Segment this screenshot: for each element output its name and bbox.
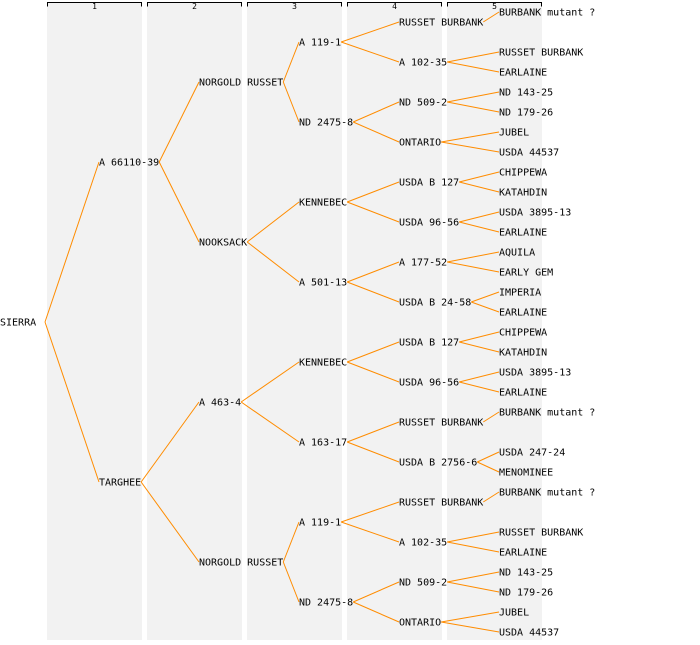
pedigree-node-gen4: A 177-52 <box>399 257 448 269</box>
generation-header-label: 3 <box>292 2 297 11</box>
pedigree-node-gen5: USDA 44537 <box>499 627 560 639</box>
pedigree-node-gen4: USDA 96-56 <box>399 377 460 389</box>
pedigree-node-gen4: USDA B 127 <box>399 337 460 349</box>
pedigree-node-gen5: CHIPPEWA <box>499 327 548 339</box>
pedigree-node-gen4: ONTARIO <box>399 617 442 629</box>
pedigree-node-gen5: ND 143-25 <box>499 87 554 99</box>
pedigree-node-gen5: IMPERIA <box>499 287 542 299</box>
generation-header-label: 5 <box>492 2 497 11</box>
pedigree-node-gen5: ND 179-26 <box>499 587 554 599</box>
pedigree-node-gen4: A 102-35 <box>399 57 448 69</box>
generation-header-label: 4 <box>392 2 397 11</box>
pedigree-node-gen3: KENNEBEC <box>299 197 348 209</box>
pedigree-node-gen3: ND 2475-8 <box>299 597 354 609</box>
pedigree-node-gen4: USDA B 127 <box>399 177 460 189</box>
pedigree-node-gen5: ND 179-26 <box>499 107 554 119</box>
pedigree-node-gen4: RUSSET BURBANK <box>399 497 484 509</box>
pedigree-node-gen3: A 163-17 <box>299 437 348 449</box>
pedigree-node-gen4: ONTARIO <box>399 137 442 149</box>
pedigree-node-gen5: USDA 3895-13 <box>499 367 572 379</box>
pedigree-node-gen5: MENOMINEE <box>499 467 554 479</box>
pedigree-node-gen4: USDA 96-56 <box>399 217 460 229</box>
pedigree-node-gen5: ND 143-25 <box>499 567 554 579</box>
pedigree-node-gen4: RUSSET BURBANK <box>399 417 484 429</box>
pedigree-node-gen2: NOOKSACK <box>199 237 248 249</box>
pedigree-node-gen5: RUSSET BURBANK <box>499 47 584 59</box>
pedigree-node-gen5: BURBANK mutant ? <box>499 407 596 419</box>
pedigree-node-gen5: EARLAINE <box>499 547 548 559</box>
pedigree-node-gen3: A 119-1 <box>299 37 342 49</box>
pedigree-node-gen5: USDA 247-24 <box>499 447 566 459</box>
pedigree-node-gen4: ND 509-2 <box>399 97 448 109</box>
pedigree-node-gen4: A 102-35 <box>399 537 448 549</box>
pedigree-node-gen4: RUSSET BURBANK <box>399 17 484 29</box>
pedigree-node-gen5: EARLAINE <box>499 307 548 319</box>
pedigree-node-gen4: USDA B 2756-6 <box>399 457 478 469</box>
generation-band-3 <box>247 2 342 640</box>
generation-band-1 <box>47 2 142 640</box>
pedigree-node-gen3: KENNEBEC <box>299 357 348 369</box>
pedigree-node-gen5: AQUILA <box>499 247 536 259</box>
pedigree-node-gen5: CHIPPEWA <box>499 167 548 179</box>
pedigree-node-gen5: RUSSET BURBANK <box>499 527 584 539</box>
pedigree-node-gen5: JUBEL <box>499 607 530 619</box>
pedigree-node-gen0: SIERRA <box>0 317 37 329</box>
pedigree-node-gen5: EARLAINE <box>499 387 548 399</box>
generation-band-2 <box>147 2 242 640</box>
pedigree-node-gen1: A 66110-39 <box>99 157 160 169</box>
generation-header-label: 1 <box>92 2 97 11</box>
pedigree-node-gen5: KATAHDIN <box>499 187 548 199</box>
generation-header-label: 2 <box>192 2 197 11</box>
pedigree-node-gen5: EARLY GEM <box>499 267 554 279</box>
pedigree-node-gen5: BURBANK mutant ? <box>499 487 596 499</box>
pedigree-node-gen5: EARLAINE <box>499 67 548 79</box>
pedigree-node-gen4: USDA B 24-58 <box>399 297 472 309</box>
pedigree-node-gen1: TARGHEE <box>99 477 142 489</box>
pedigree-node-gen2: A 463-4 <box>199 397 242 409</box>
pedigree-node-gen2: NORGOLD RUSSET <box>199 77 284 89</box>
pedigree-node-gen5: KATAHDIN <box>499 347 548 359</box>
pedigree-node-gen5: JUBEL <box>499 127 530 139</box>
pedigree-node-gen3: A 119-1 <box>299 517 342 529</box>
pedigree-node-gen4: ND 509-2 <box>399 577 448 589</box>
pedigree-node-gen2: NORGOLD RUSSET <box>199 557 284 569</box>
pedigree-node-gen3: ND 2475-8 <box>299 117 354 129</box>
pedigree-node-gen5: EARLAINE <box>499 227 548 239</box>
pedigree-node-gen5: USDA 44537 <box>499 147 560 159</box>
pedigree-node-gen3: A 501-13 <box>299 277 348 289</box>
pedigree-node-gen5: USDA 3895-13 <box>499 207 572 219</box>
pedigree-node-gen5: BURBANK mutant ? <box>499 7 596 19</box>
